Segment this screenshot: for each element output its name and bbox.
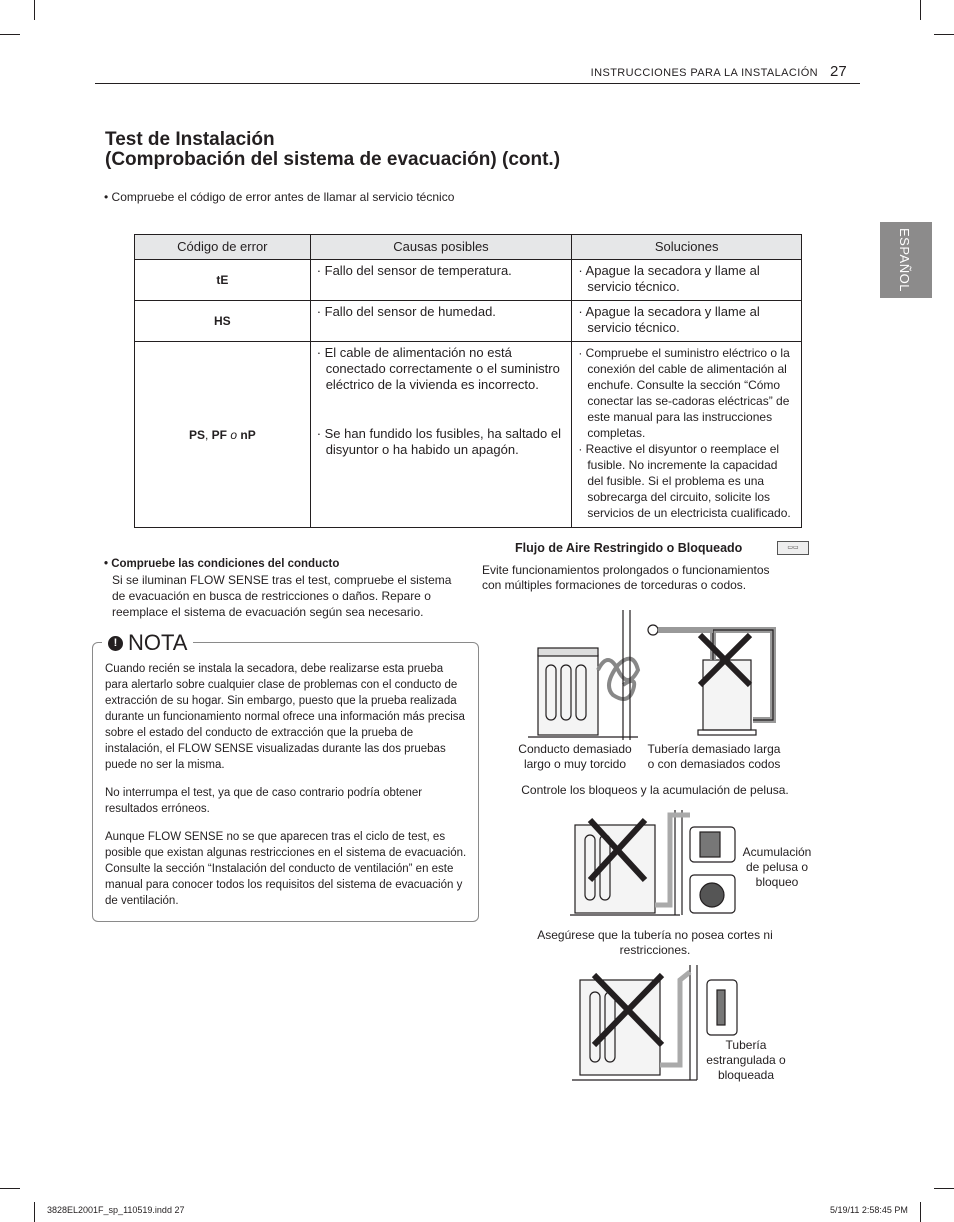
table-row [135, 301, 802, 342]
title-line-2: (Comprobación del sistema de evacuación) (cont.) [105, 149, 561, 170]
language-tab [880, 222, 932, 298]
note-paragraph: Cuando recién se instala la secadora, debe realizarse esta prueba para alertarlo sobre cualquier clase de problemas con el conducto de extracción de su hogar. Sin embargo, puesto que la prueba realizada durante un funcionamiento normal ofrece una información más precisa sobre el estado del conducto de extracción que la prueba de instalación, el FLOW SENSE visualizadas durante las dos pruebas puede no ser la misma. [105, 663, 465, 771]
caption-line: bloqueo [755, 875, 799, 889]
airflow-heading: Flujo de Aire Restringido o Bloqueado [515, 541, 743, 555]
caption-line: Tubería [725, 1038, 767, 1052]
cause-item: · Fallo del sensor de humedad. [316, 304, 496, 319]
warning-icon: ! [108, 636, 123, 651]
column-header: Código de error [135, 235, 311, 260]
caption-line: de pelusa o [745, 860, 809, 874]
caption-line: restricciones. [619, 943, 691, 957]
error-code: tE [135, 260, 311, 301]
crop-mark [34, 1202, 35, 1222]
table-row [135, 342, 802, 528]
airflow-body: Evite funcionamientos prolongados o funcionamientos con múltiples formaciones de torceduras o codos. [482, 563, 770, 592]
caption-line: Acumulación [742, 845, 812, 859]
cause-item: · El cable de alimentación no está conectado correctamente o el suministro eléctrico de la vivienda es incorrecto. [316, 345, 560, 392]
table-row [135, 260, 802, 301]
column-header: Causas posibles [310, 235, 572, 260]
caption-line: estrangulada o [706, 1053, 786, 1067]
error-code-table [134, 234, 802, 528]
flow-sense-indicator-icon: ▭▭ [777, 541, 809, 555]
long-duct-illustration [528, 610, 788, 740]
footer-timestamp: 5/19/11 2:58:45 PM [830, 1205, 908, 1215]
crop-mark [0, 34, 20, 35]
crop-mark [0, 1188, 20, 1189]
caption-long-duct [510, 742, 640, 772]
caption-crushed-pipe [698, 1038, 794, 1083]
caption-line: Conducto demasiado [518, 742, 632, 756]
crop-mark [934, 34, 954, 35]
solution-cell [572, 260, 802, 301]
cause-cell [310, 342, 572, 528]
intro-text: • Compruebe el código de error antes de llamar al servicio técnico [104, 190, 455, 204]
conduct-heading: • Compruebe las condiciones del conducto [104, 558, 340, 570]
caption-lint [732, 845, 822, 890]
footer-file: 3828EL2001F_sp_110519.indd 27 [47, 1205, 185, 1215]
running-header: INSTRUCCIONES PARA LA INSTALACIÓN [590, 67, 818, 79]
error-code: HS [135, 301, 311, 342]
caption-long-pipe [642, 742, 786, 772]
solution-cell [572, 342, 802, 528]
caption-check-blockage: Controle los bloqueos y la acumulación de pelusa. [521, 783, 789, 797]
language-tab-label: ESPAÑOL [897, 228, 912, 292]
note-title: NOTA [128, 630, 188, 655]
solution-item: · Reactive el disyuntor o reemplace el fusible. No incremente la capacidad del fusible. Si el problema es una sobrecarga del circuito, solicite los servicios de un electricista cualificado. [578, 442, 791, 520]
crop-mark [920, 1202, 921, 1222]
solution-cell [572, 301, 802, 342]
caption-line: bloqueada [717, 1068, 775, 1082]
lint-buildup-illustration [570, 805, 740, 920]
solution-item: · Compruebe el suministro eléctrico o la conexión del cable de alimentación al enchufe. Consulte la sección “Cómo conectar las se-cadoras eléctricas” de este manual para las instrucciones completas. [578, 346, 790, 440]
caption-no-cuts [520, 928, 790, 958]
cause-item: · Fallo del sensor de temperatura. [316, 263, 512, 278]
title-line-1: Test de Instalación [105, 129, 275, 150]
crop-mark [934, 1188, 954, 1189]
note-text [105, 661, 467, 921]
caption-line: Tubería demasiado larga [647, 742, 781, 756]
note-paragraph: No interrumpa el test, ya que de caso contrario podría obtener resultados erróneos. [105, 787, 423, 815]
header-rule [95, 83, 860, 84]
note-heading [102, 630, 193, 656]
column-header: Soluciones [572, 235, 802, 260]
error-code: PS, PF o nP [135, 342, 311, 528]
cause-cell [310, 301, 572, 342]
solution-item: · Apague la secadora y llame al servicio técnico. [578, 263, 760, 294]
page-title [105, 130, 560, 170]
cause-item: · Se han fundido los fusibles, ha saltado el disyuntor o ha habido un apagón. [316, 426, 561, 457]
conduct-body: Si se iluminan FLOW SENSE tras el test, compruebe el sistema de evacuación en busca de restricciones o daños. Repare o reemplace el sistema de evacuación según sea necesario. [112, 573, 452, 619]
table-header-row [135, 235, 802, 260]
cause-cell [310, 260, 572, 301]
solution-item: · Apague la secadora y llame al servicio técnico. [578, 304, 760, 335]
note-paragraph: Aunque FLOW SENSE no se que aparecen tras el ciclo de test, es posible que existan algunas restricciones en el sistema de evacuación. Consulte la sección “Instalación del conducto de ventilación” en este manual para conocer todos los requisitos del sistema de evacuación y de ventilación. [105, 831, 467, 907]
crop-mark [920, 0, 921, 20]
crop-mark [34, 0, 35, 20]
caption-line: largo o muy torcido [523, 757, 627, 771]
caption-line: Asegúrese que la tubería no posea cortes ni [537, 928, 773, 942]
caption-line: o con demasiados codos [647, 757, 781, 771]
page-number: 27 [830, 63, 847, 80]
